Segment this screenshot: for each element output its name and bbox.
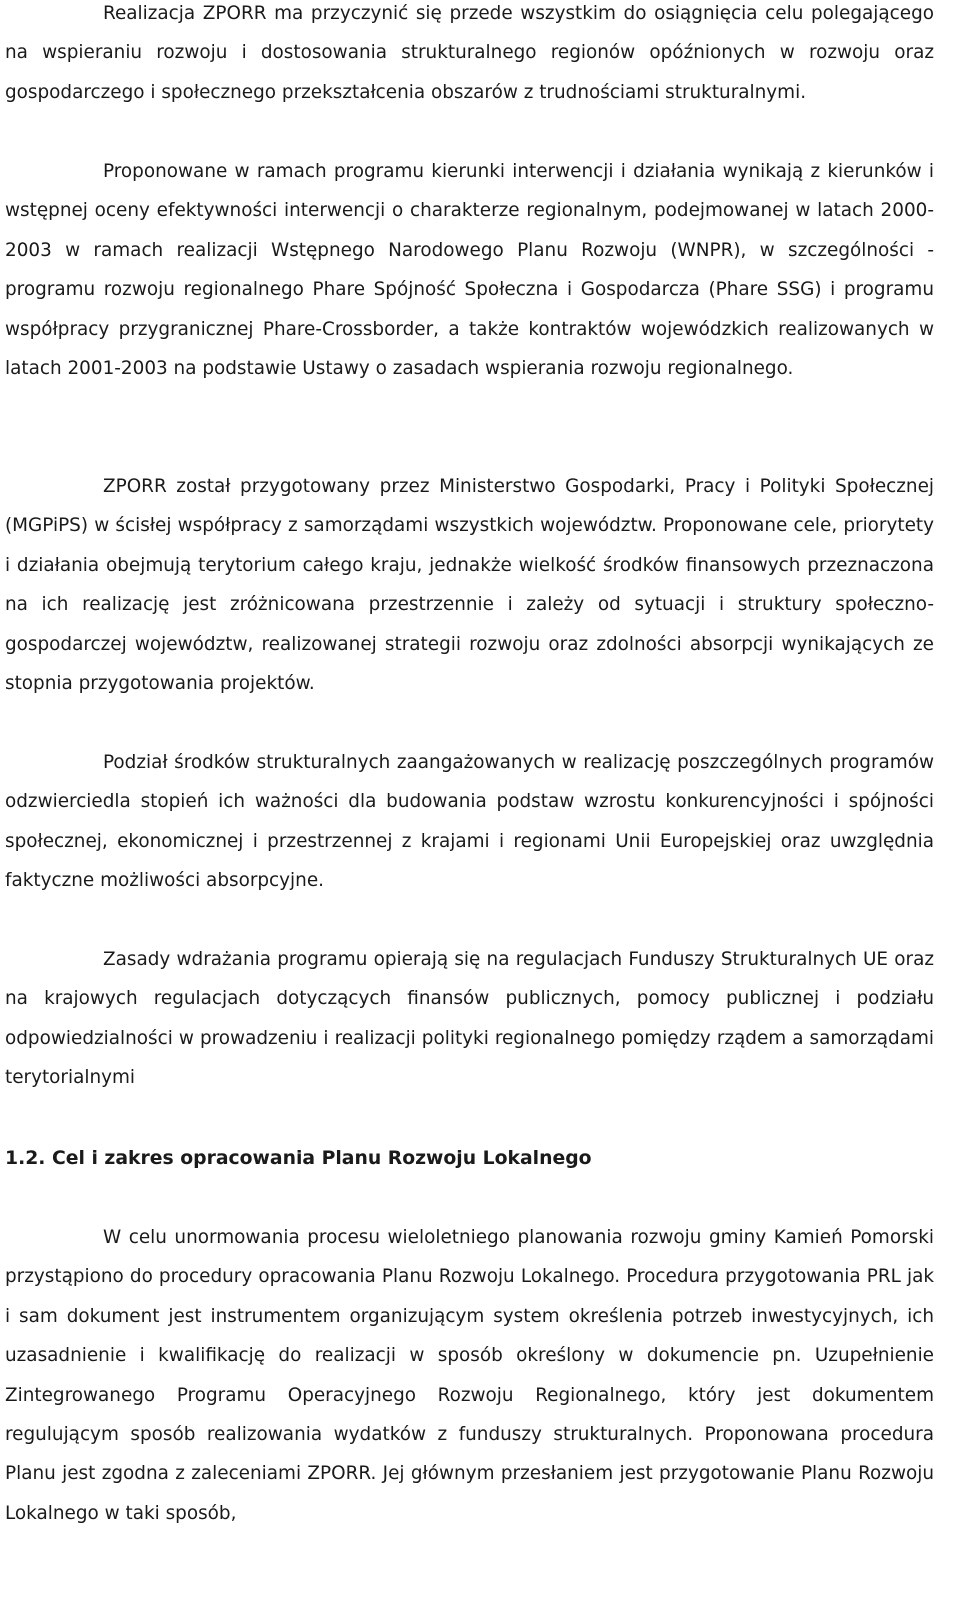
paragraph-plan-purpose: W celu unormowania procesu wieloletniego planowania rozwoju gminy Kamień Pomorski przystąpiono do procedury opracowania Planu Rozwoju Lokalnego. Procedura przygotowania PRL jak i sam dokument jest instrumentem organizującym system określenia potrzeb inwestycyjnych, ich uzasadnienie i kwalifikację do realizacji w sposób określony w dokumencie pn. Uzupełnienie Zintegrowanego Programu Operacyjnego Rozwoju Regionalnego, który jest dokumentem regulującym sposób realizowania wydatków z funduszy strukturalnych. Proponowana procedura Planu jest zgodna z zaleceniami ZPORR. Jej głównym przesłaniem jest przygotowanie Planu Rozwoju Lokalnego w taki sposób, xyxy=(5,1227,934,1524)
paragraph-funds-allocation: Podział środków strukturalnych zaangażowanych w realizację poszczególnych programów odzwierciedla stopień ich ważności dla budowania podstaw wzrostu konkurencyjności i spójności społecznej, ekonomicznej i przestrzennej z krajami i regionami Unii Europejskiej oraz uwzględnia faktyczne możliwości absorpcyjne. xyxy=(5,752,934,892)
paragraph-intervention-directions: Proponowane w ramach programu kierunki interwencji i działania wynikają z kierunków i wstępnej oceny efektywności interwencji o charakterze regionalnym, podejmowanej w latach 2000-2003 w ramach realizacji Wstępnego Narodowego Planu Rozwoju (WNPR), w szczególności - programu rozwoju regionalnego Phare Spójność Społeczna i Gospodarcza (Phare SSG) i programu współpracy przygranicznej Phare-Crossborder, a także kontraktów wojewódzkich realizowanych w latach 2001-2003 na podstawie Ustawy o zasadach wspierania rozwoju regionalnego. xyxy=(5,161,934,380)
section-heading: 1.2. Cel i zakres opracowania Planu Rozwoju Lokalnego xyxy=(5,1148,592,1169)
paragraph-zporr-goal: Realizacja ZPORR ma przyczynić się przede wszystkim do osiągnięcia celu polegającego na wspieraniu rozwoju i dostosowania strukturalnego regionów opóźnionych w rozwoju oraz gospodarczego i społecznego przekształcenia obszarów z trudnościami strukturalnymi. xyxy=(5,3,934,103)
paragraph-implementation-rules: Zasady wdrażania programu opierają się na regulacjach Funduszy Strukturalnych UE oraz na krajowych regulacjach dotyczących finansów publicznych, pomocy publicznej i podziału odpowiedzialności w prowadzeniu i realizacji polityki regionalnego pomiędzy rządem a samorządami terytorialnymi xyxy=(5,949,934,1089)
paragraph-zporr-preparation: ZPORR został przygotowany przez Ministerstwo Gospodarki, Pracy i Polityki Społecznej (MGPiPS) w ścisłej współpracy z samorządami wszystkich województw. Proponowane cele, priorytety i działania obejmują terytorium całego kraju, jednakże wielkość środków finansowych przeznaczona na ich realizację jest zróżnicowana przestrzennie i zależy od sytuacji i struktury społeczno-gospodarczej województw, realizowanej strategii rozwoju oraz zdolności absorpcji wynikających ze stopnia przygotowania projektów. xyxy=(5,476,934,695)
